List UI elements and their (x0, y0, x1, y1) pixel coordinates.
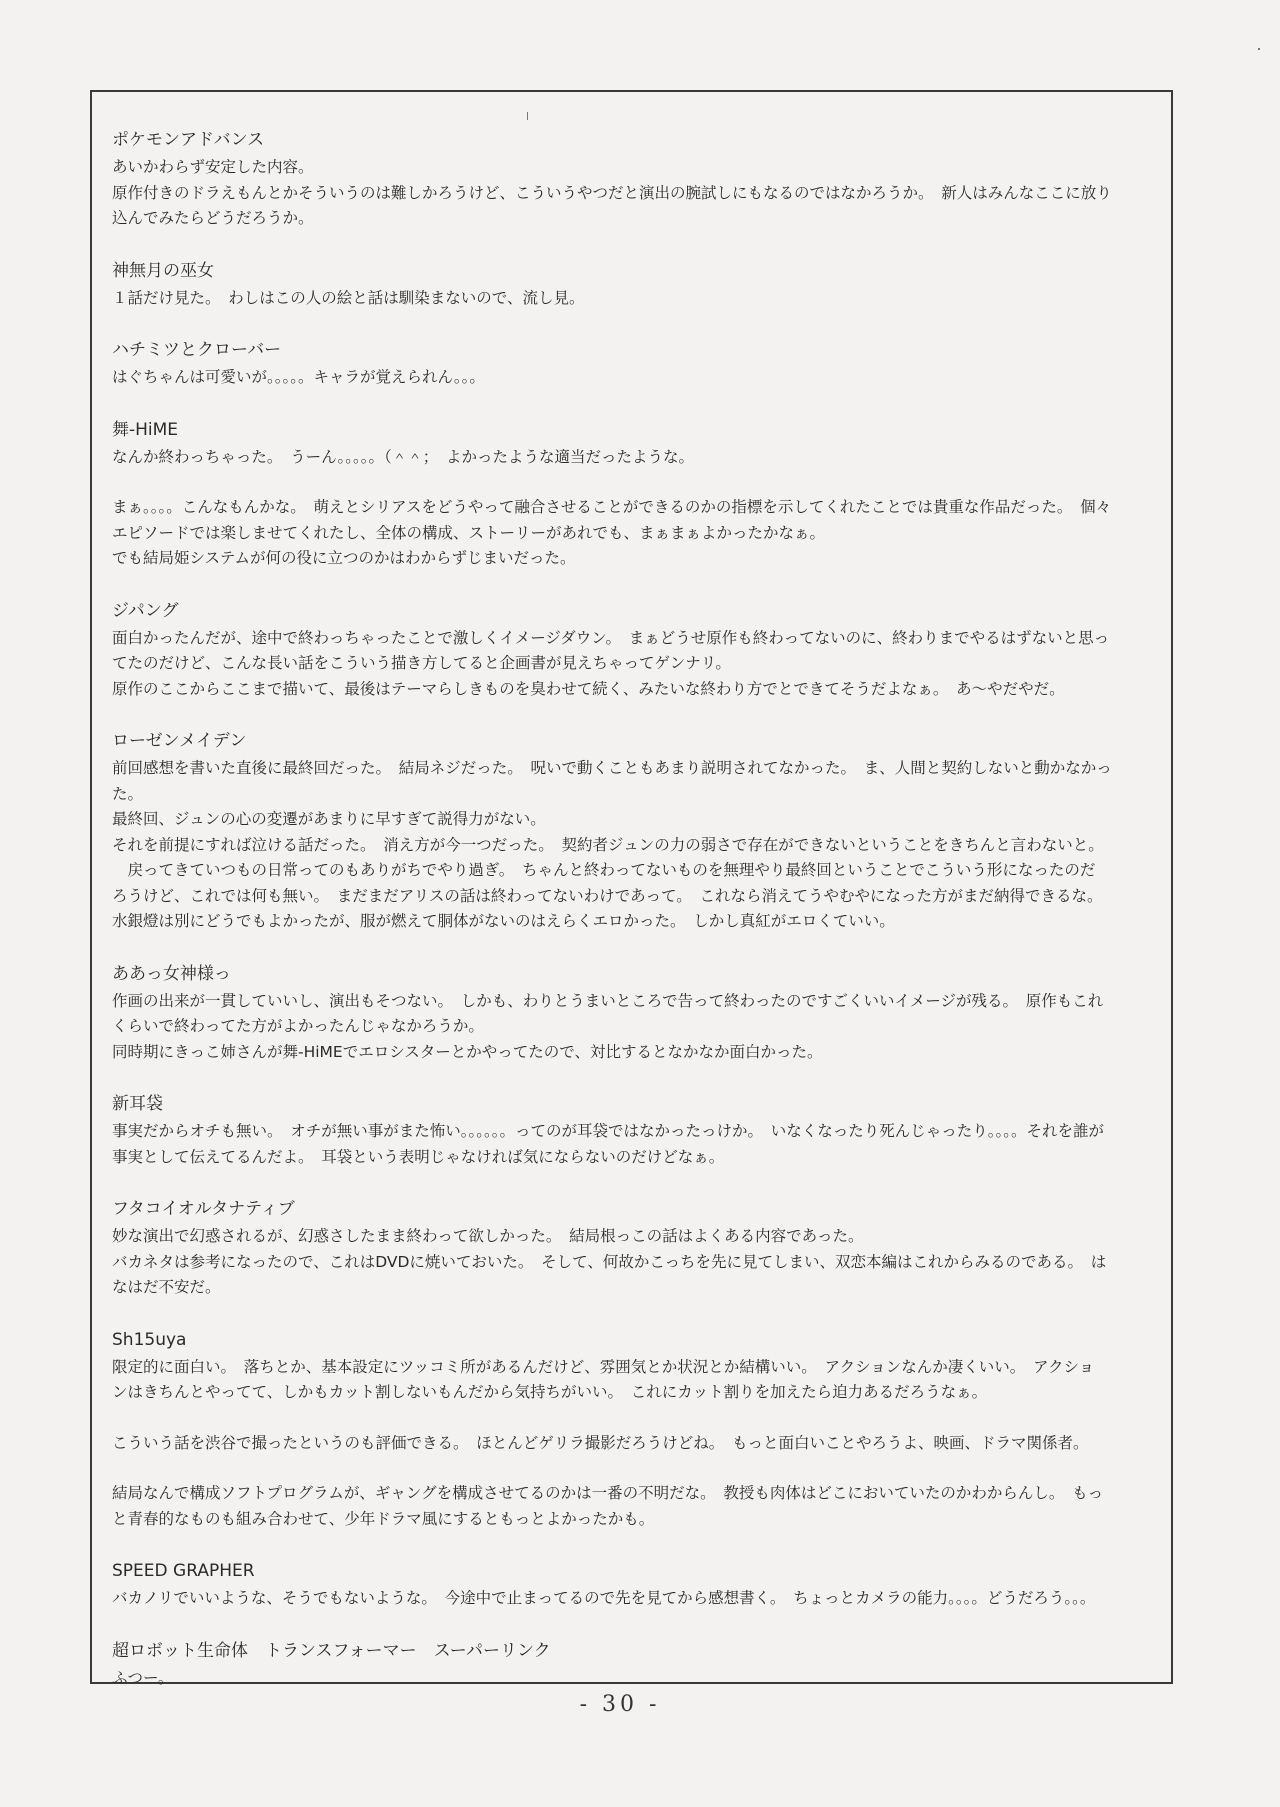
section-title: 神無月の巫女 (112, 260, 214, 281)
paragraph (112, 286, 1155, 312)
text-line: あいかわらず安定した内容。 (112, 158, 314, 176)
text-line: 戻ってきていつもの日常ってのもありがちでやり過ぎ。 ちゃんと終わってないものを無理やり最終回ということでこういう形になったのだ (112, 861, 1096, 879)
text-line: 妙な演出で幻惑されるが、幻惑さしたまま終わって欲しかった。 結局根っこの話はよくある内容であった。 (112, 1227, 864, 1245)
review-section (112, 727, 1155, 935)
text-line: はぐちゃんは可愛いが。。。。。キャラが覚えられん。。。 (112, 368, 485, 386)
paragraph (112, 756, 1155, 935)
review-section (112, 1557, 1155, 1612)
section-title: ハチミツとクローバー (112, 340, 282, 360)
text-line: でも結局姫システムが何の役に立つのかはわからずじまいだった。 (112, 549, 576, 567)
review-section (112, 257, 1155, 312)
text-line: エピソードでは楽しませてくれたし、全体の構成、ストーリーがあれでも、まぁまぁよかったかなぁ。 (112, 523, 826, 542)
text-line: てたのだけど、こんな長い話をこういう描き方してると企画書が見えちゃってゲンナリ。 (112, 654, 731, 672)
text-line: くらいで終わってた方がよかったんじゃなかろうか。 (112, 1017, 484, 1035)
section-title: ジパング (112, 600, 179, 621)
section-title: 新耳袋 (112, 1094, 163, 1114)
text-line: 原作付きのドラえもんとかそういうのは難しかろうけど、こういうやつだと演出の腕試しにもなるのではなかろうか。 新人はみんなここに放り (112, 183, 1112, 202)
review-list (112, 126, 1155, 1716)
section-title: 超ロボット生命体 トランスフォーマー スーパーリンク (112, 1640, 551, 1661)
paragraph (112, 1586, 1155, 1612)
text-line: まぁ。。。。こんなもんかな。 萌えとシリアスをどうやって融合させることができるのかの指標を示してくれたことでは貴重な作品だった。 個々 (112, 498, 1112, 516)
paragraph (112, 989, 1155, 1066)
review-section (112, 1326, 1155, 1533)
text-line: １話だけ見た。 わしはこの人の絵と話は馴染まないので、流し見。 (112, 288, 585, 307)
section-title: ああっ女神様っ (112, 963, 231, 984)
section-title: ポケモンアドバンス (112, 130, 265, 150)
text-line: た。 (112, 784, 144, 803)
paragraph (112, 1224, 1155, 1301)
review-section (112, 1195, 1155, 1301)
review-section (112, 336, 1155, 391)
paragraph (112, 1119, 1155, 1170)
text-line: なんか終わっちゃった。 うーん。。。。。（＾＾； よかったような適当だったような。 (112, 447, 695, 466)
text-line: 結局なんで構成ソフトプログラムが、ギャングを構成させてるのかは一番の不明だな。 教授も肉体はどこにおいていたのかわからんし。 もっ (112, 1484, 1104, 1502)
section-title: Sh15uya (112, 1329, 187, 1350)
review-section (112, 416, 1155, 572)
paragraph (112, 626, 1155, 703)
review-section (112, 1637, 1155, 1692)
paragraph (112, 1431, 1155, 1457)
scan-speck (1258, 48, 1260, 50)
review-section (112, 126, 1155, 232)
review-section (112, 1090, 1155, 1170)
text-line: ろうけど、これでは何も無い。 まだまだアリスの話は終わってないわけであって。 これなら消えてうやむやになった方がまだ納得できるな。 (112, 886, 1103, 905)
paragraph (112, 365, 1155, 391)
text-line: と青春的なものも組み合わせて、少年ドラマ風にするともっとよかったかも。 (112, 1509, 655, 1528)
review-section (112, 597, 1155, 703)
text-line: 事実として伝えてるんだよ。 耳袋という表明じゃなければ気にならないのだけどなぁ。 (112, 1147, 725, 1166)
text-line: 同時期にきっこ姉さんが舞-HiMEでエロシスターとかやってたので、対比するとなかなか面白かった。 (112, 1042, 823, 1061)
review-section (112, 960, 1155, 1066)
section-title: フタコイオルタナティブ (112, 1199, 295, 1219)
text-line: それを前提にすれば泣ける話だった。 消え方が今一つだった。 契約者ジュンの力の弱さで存在ができないということをきちんと言わないと。 (112, 835, 1104, 854)
text-line: こういう話を渋谷で撮ったというのも評価できる。 ほとんどゲリラ撮影だろうけどね。 もっと面白いことやろうよ、映画、ドラマ関係者。 (112, 1433, 1089, 1452)
text-line: 最終回、ジュンの心の変遷があまりに早すぎて説得力がない。 (112, 810, 546, 828)
text-line: 前回感想を書いた直後に最終回だった。 結局ネジだった。 呪いで動くこともあまり説明されてなかった。 ま、人間と契約しないと動かなかっ (112, 759, 1112, 777)
paragraph (112, 1666, 1155, 1692)
text-line: ふつー。 (112, 1668, 174, 1687)
page-number: - 30 - (579, 1692, 661, 1717)
paragraph (112, 495, 1155, 572)
paragraph (112, 1355, 1155, 1406)
paragraph (112, 155, 1155, 232)
text-line: 事実だからオチも無い。 オチが無い事がまた怖い。。。。。。ってのが耳袋ではなかったっけか。 いなくなったり死んじゃったり。。。。それを誰が (112, 1122, 1105, 1140)
text-line: 限定的に面白い。 落ちとか、基本設定にツッコミ所があるんだけど、雰囲気とか状況とか結構いい。 アクションなんか凄くいい。 アクショ (112, 1357, 1095, 1376)
paragraph (112, 445, 1155, 471)
text-line: 面白かったんだが、途中で終わっちゃったことで激しくイメージダウン。 まぁどうせ原作も終わってないのに、終わりまでやるはずないと思っ (112, 628, 1110, 647)
text-line: 水銀燈は別にどうでもよかったが、服が燃えて胴体がないのはえらくエロかった。 しかし真紅がエロくていい。 (112, 912, 895, 930)
text-line: バカノリでいいような、そうでもないような。 今途中で止まってるので先を見てから感想書く。 ちょっとカメラの能力。。。。どうだろう。。。 (112, 1589, 1096, 1607)
text-line: 作画の出来が一貫していいし、演出もそつない。 しかも、わりとうまいところで告って終わったのですごくいいイメージが残る。 原作もこれ (112, 991, 1104, 1010)
paragraph (112, 1481, 1155, 1532)
text-line: ンはきちんとやってて、しかもカット割しないもんだから気持ちがいい。 これにカット割りを加えたら迫力あるだろうなぁ。 (112, 1383, 988, 1401)
section-title: ローゼンメイデン (112, 731, 247, 751)
text-line: なはだ不安だ。 (112, 1278, 221, 1296)
page-frame (90, 90, 1173, 1687)
text-line: 原作のここからここまで描いて、最後はテーマらしきものを臭わせて続く、みたいな終わり方でとできてそうだよなぁ。 あ～やだやだ。 (112, 679, 1065, 698)
section-title: SPEED GRAPHER (112, 1561, 255, 1581)
scan-speck (527, 112, 528, 120)
section-title: 舞-HiME (112, 419, 179, 440)
text-line: バカネタは参考になったので、これはDVDに焼いておいた。 そして、何故かこっちを先に見てしまい、双恋本編はこれからみるのである。 は (112, 1252, 1107, 1271)
text-line: 込んでみたらどうだろうか。 (112, 209, 314, 227)
